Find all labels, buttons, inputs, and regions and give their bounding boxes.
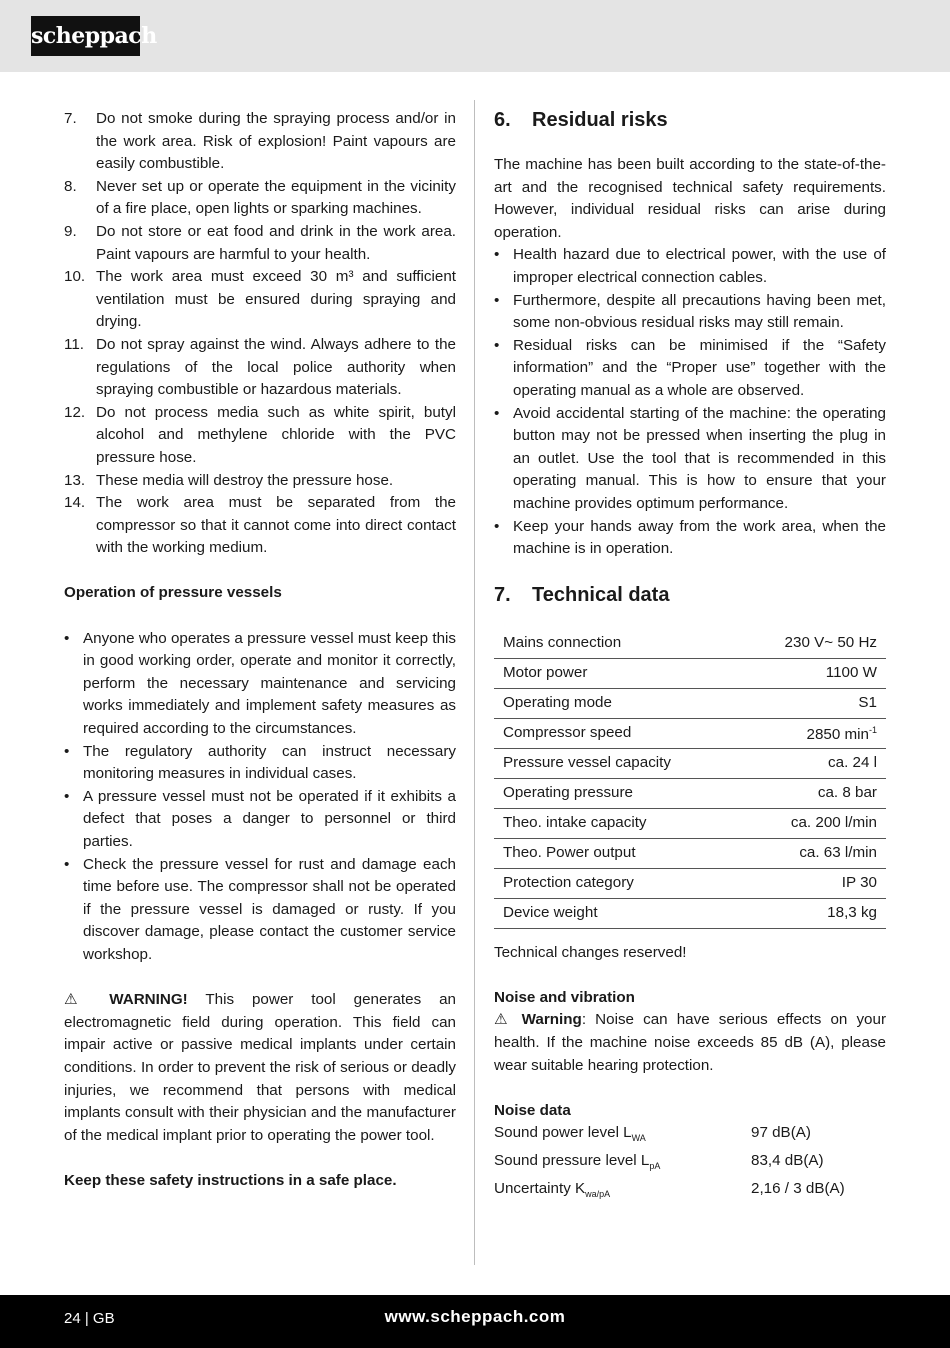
spec-value (740, 658, 886, 688)
table-row (494, 868, 886, 898)
spec-value (740, 838, 886, 868)
item-number: 11. (64, 335, 84, 353)
bullet-marker: • (64, 855, 70, 873)
warning-label: ⚠ WARNING! (64, 991, 188, 1009)
spec-label: Pressure vessel capacity (494, 748, 740, 778)
bullet-marker: • (494, 291, 500, 309)
table-row (494, 898, 886, 928)
spec-value-text: 2850 min (806, 726, 869, 744)
bullet-item (494, 516, 886, 561)
spec-label: Motor power (494, 658, 740, 688)
numbered-item (64, 334, 456, 402)
item-text: Never set up or operate the equipment in the vicinity of a fire place, open lights or sparking machines. (96, 177, 456, 218)
page-number: 24 | GB (64, 1310, 115, 1327)
section-title: Technical data (532, 583, 670, 606)
spec-value-text: 230 V~ 50 Hz (784, 633, 877, 651)
noise-warning (494, 1009, 886, 1077)
numbered-item (64, 221, 456, 266)
item-text: Do not process media such as white spirit, butyl alcohol and methylene chloride with the PVC pressure hose. (96, 403, 456, 466)
spec-value (740, 778, 886, 808)
spec-value (740, 748, 886, 778)
bullet-marker: • (494, 246, 500, 264)
numbered-item (64, 176, 456, 221)
noise-vibration-heading: Noise and vibration (494, 988, 635, 1006)
warning-text: : Noise can have serious effects on your health. If the machine noise exceeds 85 dB (A), please wear suitable hearing protection. (494, 1011, 887, 1074)
spec-value-text: ca. 200 l/min (790, 813, 877, 831)
technical-data-table (494, 629, 886, 929)
table-row (494, 778, 886, 808)
bullet-text: Anyone who operates a pressure vessel must keep this in good working order, operate and monitor it correctly, perform the necessary maintenance and servicing works immediately and implement safety measures as required according to the circumstances. (83, 629, 456, 738)
bullet-text: Health hazard due to electrical power, with the use of improper electrical connection cables. (513, 246, 886, 286)
noise-label-text: Uncertainty K (494, 1179, 586, 1197)
item-number: 13. (64, 471, 86, 489)
item-number: 8. (64, 177, 77, 195)
page-header (0, 0, 950, 72)
emf-warning (64, 989, 456, 1147)
spec-value-text: ca. 63 l/min (799, 843, 877, 861)
bullet-text: Keep your hands away from the work area, when the machine is in operation. (513, 517, 886, 558)
noise-label (494, 1178, 751, 1206)
technical-changes-note: Technical changes reserved! (494, 943, 687, 961)
noise-subscript: wa/pA (585, 1188, 611, 1199)
bullet-item (64, 628, 456, 741)
bullet-item (64, 741, 456, 786)
item-text: Do not spray against the wind. Always adhere to the regulations of the local police authority when spraying combustible or hazardous materials. (96, 335, 456, 399)
item-number: 14. (64, 494, 86, 512)
numbered-item (64, 266, 456, 334)
bullet-item (64, 786, 456, 854)
spec-value (740, 808, 886, 838)
spec-value-text: ca. 8 bar (817, 783, 877, 801)
residual-risks-heading (494, 108, 886, 132)
spec-label: Mains connection (494, 629, 740, 659)
warning-text: This power tool generates an electromagnetic field during operation. This field can impair active or passive medical implants under certain conditions. In order to prevent the risk of serious or deadly injuries, we recommend that persons with medical implants consult with their physician and the manufacturer of the medical implant prior to operating the power tool. (64, 991, 457, 1144)
bullet-marker: • (494, 517, 500, 535)
safety-numbered-list (64, 108, 456, 560)
pressure-vessels-list (64, 628, 456, 967)
bullet-item (494, 290, 886, 335)
bullet-marker: • (64, 742, 70, 760)
item-text: Do not store or eat food and drink in the work area. Paint vapours are harmful to your health. (96, 222, 456, 263)
spec-value-text: 18,3 kg (827, 903, 877, 921)
bullet-text: The regulatory authority can instruct necessary monitoring measures in individual cases. (83, 742, 456, 783)
section-number: 6. (494, 109, 511, 131)
bullet-marker: • (64, 787, 70, 805)
spec-value-text: 1100 W (825, 663, 877, 681)
bullet-text: Avoid accidental starting of the machine: the operating button may not be pressed when inserting the plug in an outlet. Use the tool that is recommended in this operating manual. This is how to ensure that your machine provides optimum performance. (513, 404, 886, 512)
spec-label: Operating mode (494, 688, 740, 718)
noise-row (494, 1178, 886, 1206)
bullet-item (494, 403, 886, 516)
warning-label: ⚠ Warning (494, 1011, 582, 1029)
bullet-item (494, 335, 886, 403)
noise-subscript: pA (649, 1161, 661, 1172)
table-row (494, 748, 886, 778)
table-row (494, 629, 886, 659)
spec-value-text: ca. 24 l (828, 753, 877, 771)
column-divider (474, 100, 475, 1265)
spec-label: Theo. intake capacity (494, 808, 740, 838)
numbered-item (64, 108, 456, 176)
page-footer (0, 1295, 950, 1348)
table-row (494, 838, 886, 868)
spec-label: Operating pressure (494, 778, 740, 808)
noise-value: 2,16 / 3 dB(A) (751, 1179, 845, 1197)
table-row (494, 808, 886, 838)
spec-value-text: IP 30 (841, 873, 877, 891)
item-number: 10. (64, 268, 86, 286)
noise-label-text: Sound power level L (494, 1124, 632, 1142)
residual-intro: The machine has been built according to the state-of-the-art and the recognised technical safety requirements. However, individual residual risks can arise during operation. (494, 156, 886, 241)
section-title: Residual risks (532, 109, 668, 131)
bullet-text: Residual risks can be minimised if the “Safety information” and the “Proper use” together with the operating manual as a whole are observed. (513, 336, 886, 399)
spec-label: Theo. Power output (494, 838, 740, 868)
table-row (494, 658, 886, 688)
bullet-item (494, 244, 886, 289)
item-text: Do not smoke during the spraying process and/or in the work area. Risk of explosion! Paint vapours are easily combustible. (96, 110, 456, 173)
bullet-marker: • (64, 629, 70, 647)
right-column (494, 108, 886, 1205)
item-number: 7. (64, 110, 77, 127)
spec-value (740, 718, 886, 748)
table-row (494, 688, 886, 718)
left-column (64, 108, 456, 1193)
noise-subscript: WA (631, 1133, 646, 1144)
noise-label-text: Sound pressure level L (494, 1152, 650, 1170)
spec-value (740, 868, 886, 898)
noise-data-list (494, 1122, 886, 1205)
item-text: The work area must be separated from the compressor so that it cannot come into direct contact with the working medium. (96, 494, 456, 557)
website-link[interactable]: www.scheppach.com (384, 1307, 566, 1326)
noise-data-heading: Noise data (494, 1101, 571, 1119)
spec-value-text: S1 (858, 693, 877, 711)
noise-value: 83,4 dB(A) (751, 1152, 824, 1170)
spec-label: Protection category (494, 868, 740, 898)
noise-value: 97 dB(A) (751, 1124, 811, 1142)
item-text: The work area must exceed 30 m³ and sufficient ventilation must be ensured during spraying and drying. (96, 268, 456, 331)
bullet-text: Check the pressure vessel for rust and damage each time before use. The compressor shall not be operated if the pressure vessel is damaged or rusty. If you discover damage, please contact the customer service workshop. (83, 855, 456, 963)
item-text: These media will destroy the pressure hose. (96, 471, 394, 489)
spec-unit-exponent: -1 (868, 725, 877, 736)
brand-logo: scheppach (31, 16, 140, 56)
item-number: 9. (64, 222, 77, 240)
spec-value (740, 629, 886, 659)
bullet-item (64, 854, 456, 967)
technical-data-heading (494, 583, 886, 607)
section-number: 7. (494, 583, 511, 606)
numbered-item (64, 470, 456, 493)
bullet-text: A pressure vessel must not be operated if it exhibits a defect that poses a danger to personnel or third parties. (83, 787, 456, 850)
spec-value (740, 688, 886, 718)
noise-row (494, 1150, 886, 1178)
noise-row (494, 1122, 886, 1150)
keep-instructions-note: Keep these safety instructions in a safe place. (64, 1171, 397, 1189)
spec-label: Compressor speed (494, 718, 740, 748)
spec-value (740, 898, 886, 928)
noise-label (494, 1122, 751, 1150)
noise-label (494, 1150, 751, 1178)
table-row (494, 718, 886, 748)
bullet-marker: • (494, 404, 500, 422)
item-number: 12. (64, 403, 86, 421)
residual-risks-list (494, 244, 886, 560)
pressure-vessels-heading: Operation of pressure vessels (64, 584, 282, 602)
numbered-item (64, 402, 456, 470)
bullet-marker: • (494, 336, 500, 354)
numbered-item (64, 492, 456, 560)
spec-label: Device weight (494, 898, 740, 928)
bullet-text: Furthermore, despite all precautions having been met, some non-obvious residual risks may still remain. (513, 291, 886, 332)
